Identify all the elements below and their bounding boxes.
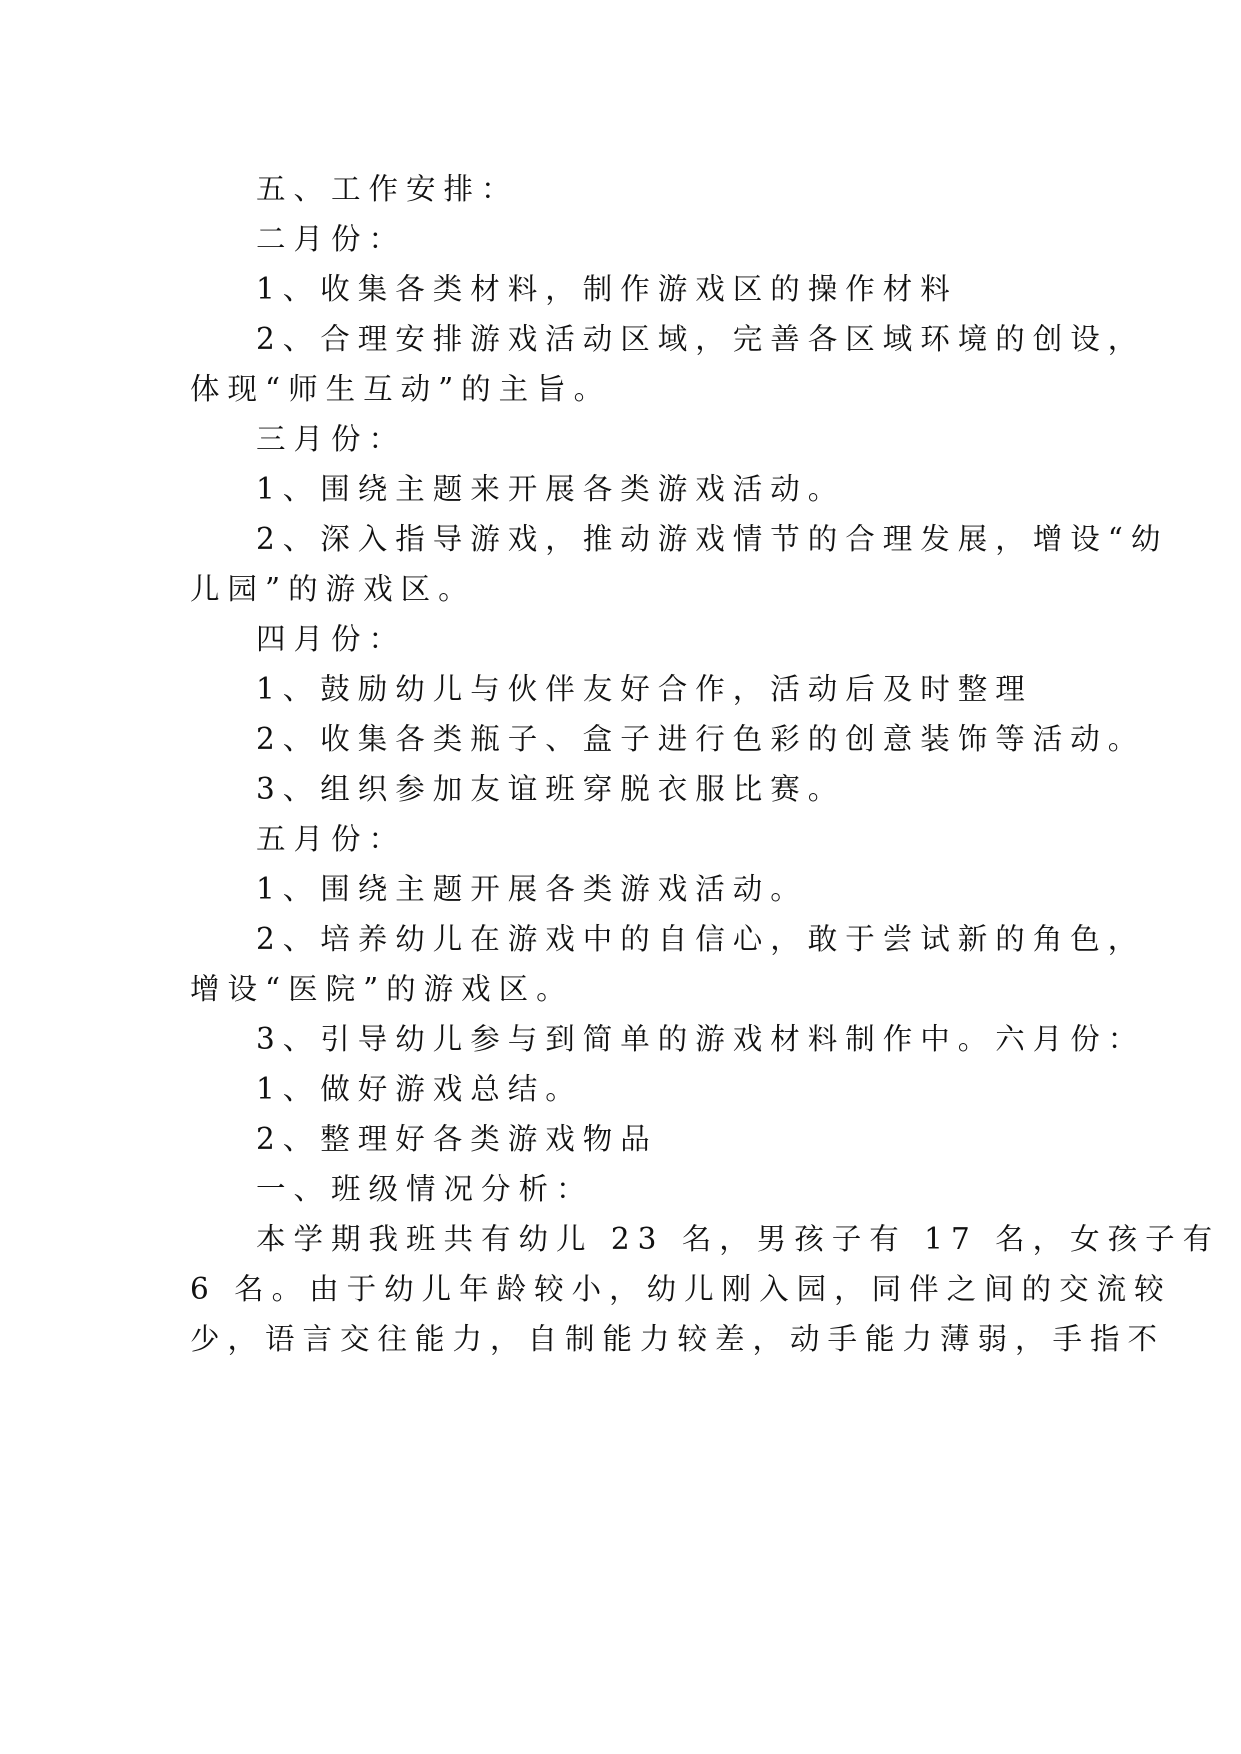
paragraph-line: 体现“师生互动”的主旨。: [190, 372, 612, 406]
month-heading-april: 四月份：: [256, 622, 407, 656]
paragraph-line: 本学期我班共有幼儿 23 名，男孩子有 17 名，女孩子有: [256, 1222, 1221, 1256]
paragraph-line: 儿园”的游戏区。: [190, 572, 476, 606]
section-heading-work-arrangement: 五、工作安排：: [256, 172, 519, 206]
paragraph-line: 1、鼓励幼儿与伙伴友好合作，活动后及时整理: [256, 672, 1033, 706]
month-heading-may: 五月份：: [256, 822, 407, 856]
paragraph-line: 1、围绕主题来开展各类游戏活动。: [256, 472, 846, 506]
paragraph-line: 2、培养幼儿在游戏中的自信心，敢于尝试新的角色，: [256, 922, 1146, 956]
paragraph-line: 1、围绕主题开展各类游戏活动。: [256, 872, 808, 906]
paragraph-line: 增设“医院”的游戏区。: [190, 972, 574, 1006]
month-heading-march: 三月份：: [256, 422, 407, 456]
paragraph-line: 2、整理好各类游戏物品: [256, 1122, 658, 1156]
paragraph-line: 2、深入指导游戏，推动游戏情节的合理发展，增设“幼: [256, 522, 1169, 556]
month-heading-february: 二月份：: [256, 222, 407, 256]
paragraph-line: 少，语言交往能力，自制能力较差，动手能力薄弱，手指不: [190, 1322, 1166, 1356]
paragraph-line: 2、收集各类瓶子、盒子进行色彩的创意装饰等活动。: [256, 722, 1146, 756]
paragraph-line: 3、组织参加友谊班穿脱衣服比赛。: [256, 772, 846, 806]
paragraph-line: 1、收集各类材料，制作游戏区的操作材料: [256, 272, 958, 306]
paragraph-line: 6 名。由于幼儿年龄较小，幼儿刚入园，同伴之间的交流较: [190, 1272, 1172, 1306]
section-heading-class-analysis: 一、班级情况分析：: [256, 1172, 594, 1206]
paragraph-line: 3、引导幼儿参与到简单的游戏材料制作中。六月份：: [256, 1022, 1146, 1056]
paragraph-line: 1、做好游戏总结。: [256, 1072, 583, 1106]
paragraph-line: 2、合理安排游戏活动区域，完善各区域环境的创设，: [256, 322, 1146, 356]
